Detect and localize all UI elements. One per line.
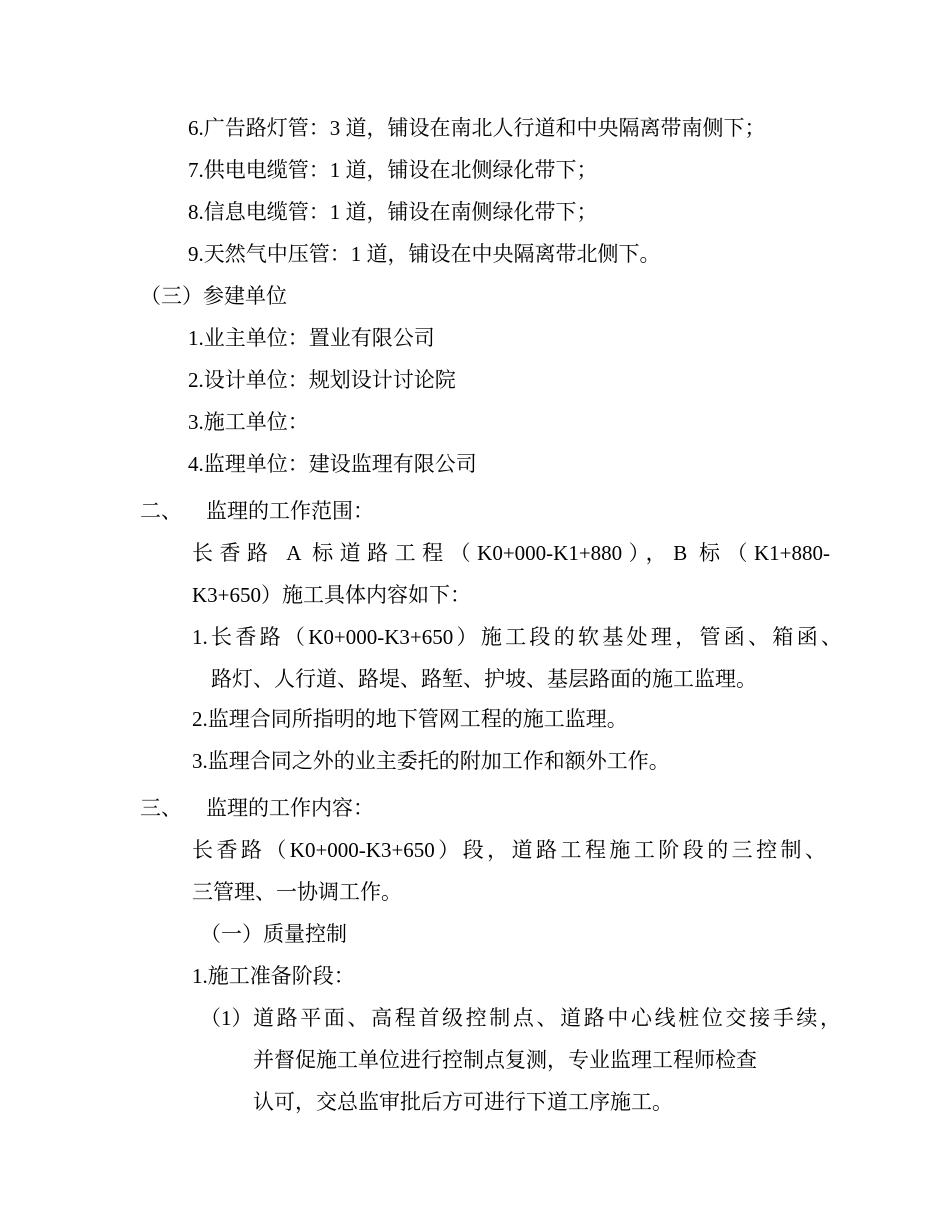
section-heading-scope: 监理的工作范围： <box>206 499 374 523</box>
scope-item-1-line-2: 路灯、人行道、路堤、路堑、护坡、基层路面的施工监理。 <box>211 667 757 691</box>
scope-item-3: 3.监理合同之外的业主委托的附加工作和额外工作。 <box>192 749 670 773</box>
subsection-heading-quality: （一）质量控制 <box>200 922 347 946</box>
scope-intro-line-2: K3+650）施工具体内容如下： <box>192 583 472 607</box>
scope-item-1-line-1: 1.长香路（K0+000-K3+650）施工段的软基处理，管函、箱函、 <box>192 625 842 649</box>
content-intro-line-2: 三管理、一协调工作。 <box>192 880 402 904</box>
pipe-item-6: 6.广告路灯管：3 道，铺设在南北人行道和中央隔离带南侧下； <box>188 116 766 140</box>
pipe-item-7: 7.供电电缆管：1 道，铺设在北侧绿化带下； <box>188 158 598 182</box>
participant-supervisor: 4.监理单位：建设监理有限公司 <box>188 452 477 476</box>
stage-heading-preparation: 1.施工准备阶段： <box>192 964 355 988</box>
pipe-item-8: 8.信息电缆管：1 道，铺设在南侧绿化带下； <box>188 200 598 224</box>
scope-intro-line-1: 长香路 A 标道路工程（K0+000-K1+880），B 标（K1+880- <box>192 541 830 565</box>
pipe-item-9: 9.天然气中压管：1 道，铺设在中央隔离带北侧下。 <box>188 242 661 266</box>
item-number-1: （1） <box>200 1006 253 1030</box>
item-1-line-3: 认可，交总监审批后方可进行下道工序施工。 <box>253 1090 673 1114</box>
participant-contractor: 3.施工单位： <box>188 410 309 434</box>
subsection-heading-participants: （三）参建单位 <box>140 284 287 308</box>
section-number-3: 三、 <box>140 796 182 820</box>
participant-designer: 2.设计单位：规划设计讨论院 <box>188 368 456 392</box>
section-heading-content: 监理的工作内容： <box>206 796 374 820</box>
content-intro-line-1: 长香路（K0+000-K3+650）段，道路工程施工阶段的三控制、 <box>192 838 826 862</box>
item-1-line-1: 道路平面、高程首级控制点、道路中心线桩位交接手续， <box>253 1006 841 1030</box>
item-1-line-2: 并督促施工单位进行控制点复测，专业监理工程师检查 <box>253 1048 757 1072</box>
participant-owner: 1.业主单位：置业有限公司 <box>188 326 435 350</box>
section-number-2: 二、 <box>140 499 182 523</box>
scope-item-2: 2.监理合同所指明的地下管网工程的施工监理。 <box>192 707 628 731</box>
